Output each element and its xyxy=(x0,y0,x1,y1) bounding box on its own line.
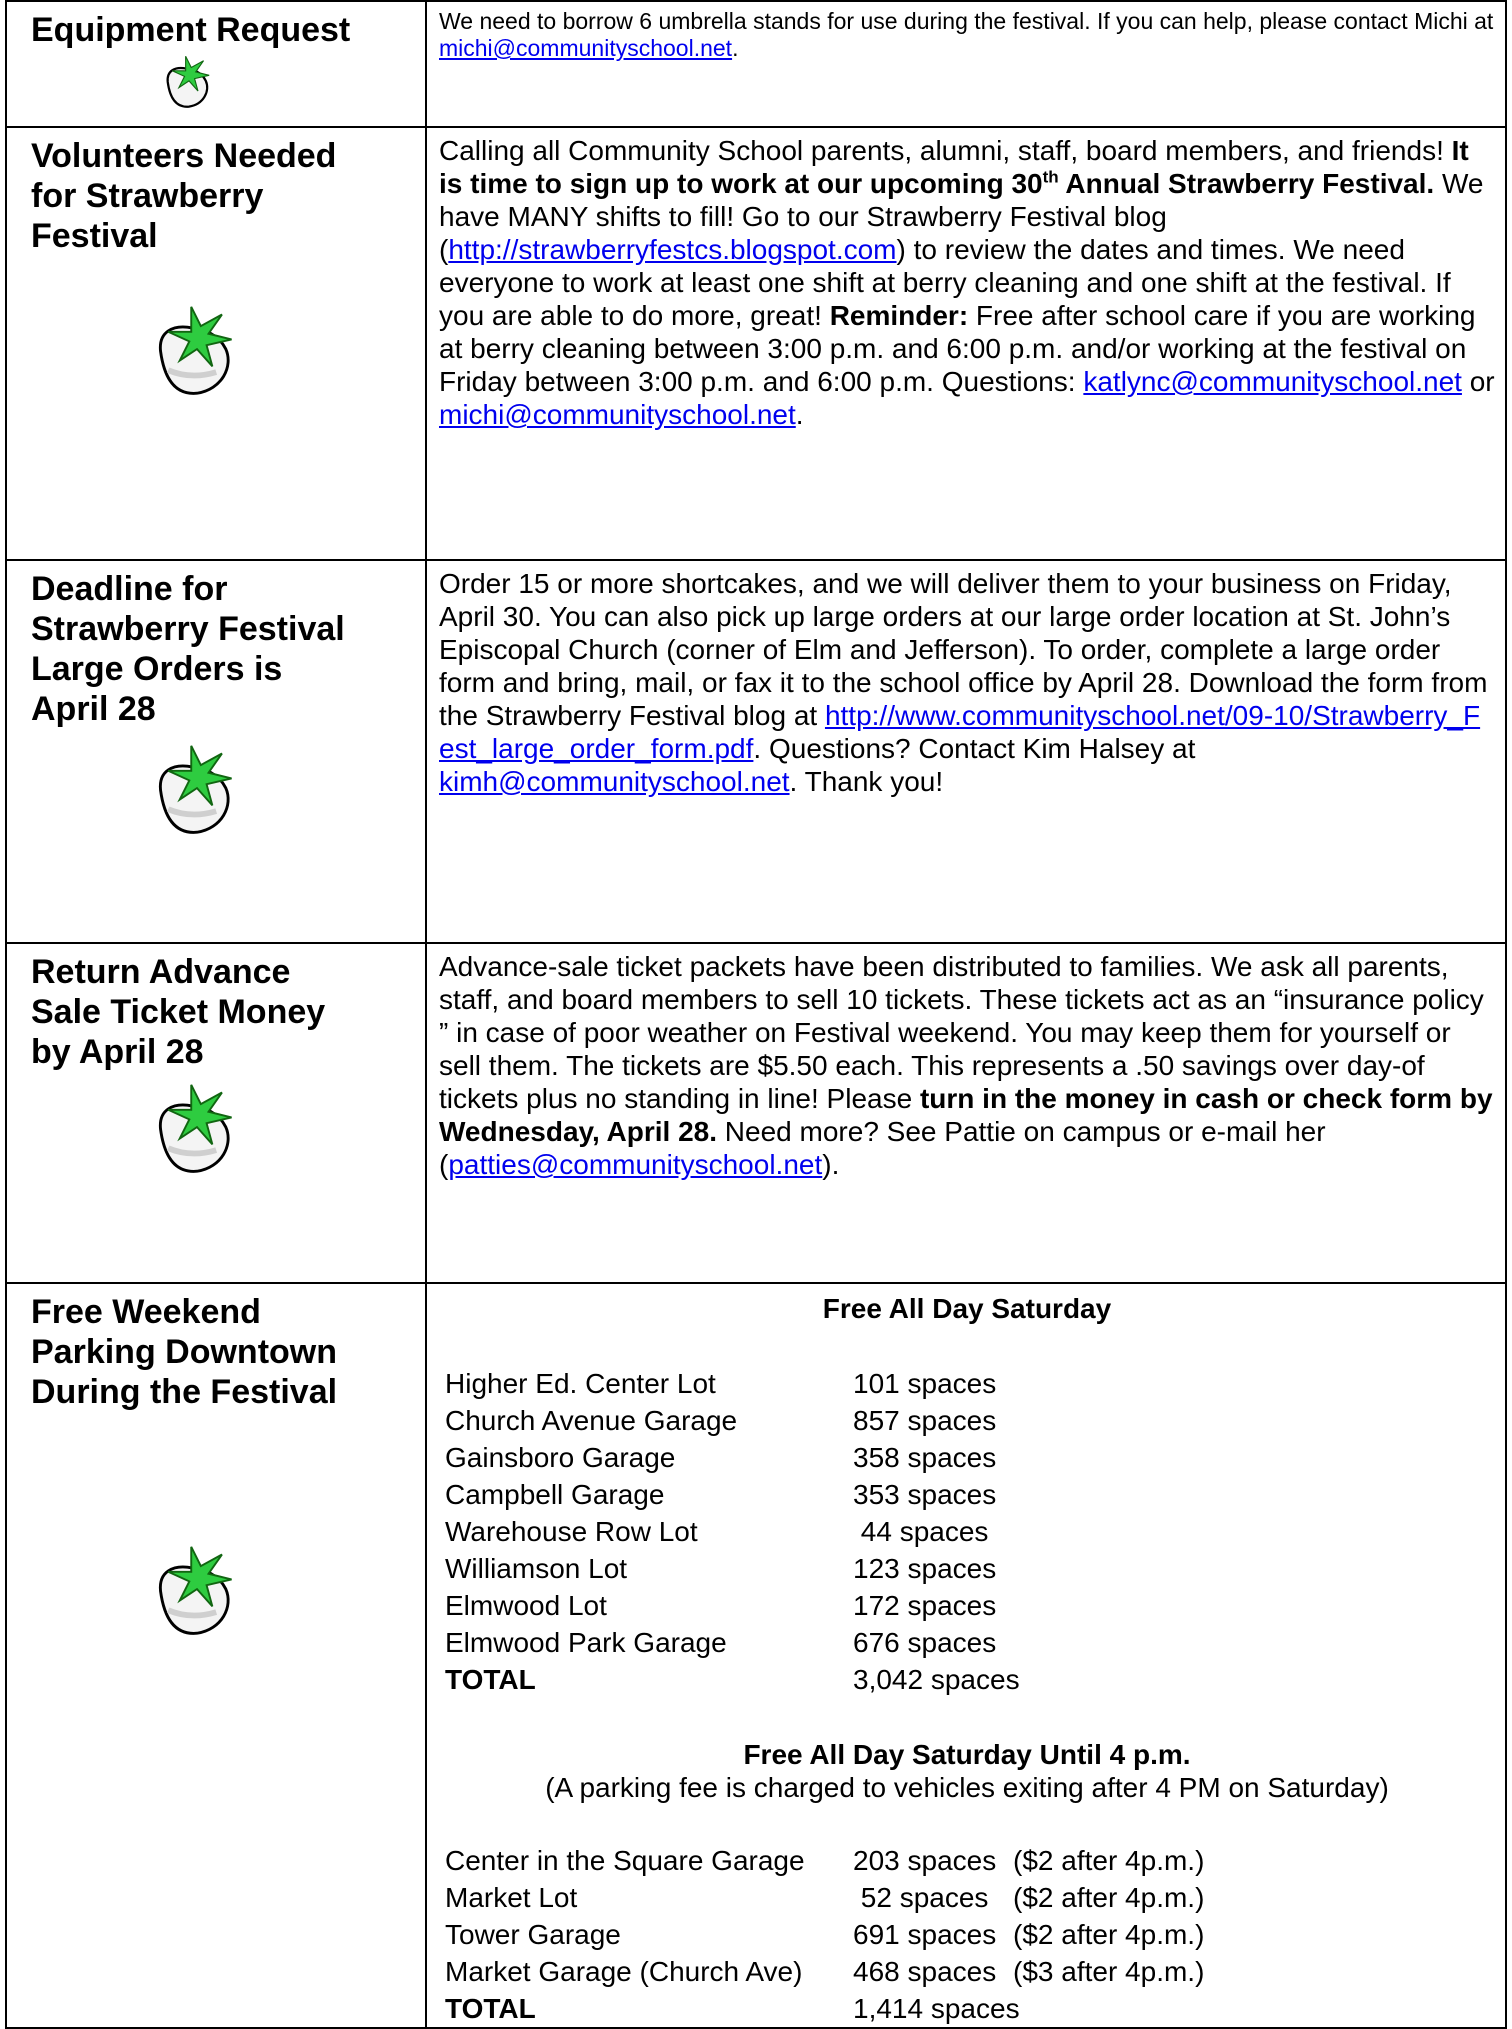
item-body-cell xyxy=(426,127,1506,560)
item-title: Free Weekend Parking Downtown During the Festival xyxy=(31,1293,338,1411)
parking-total-row: TOTAL 3,042 spaces xyxy=(445,1664,1020,1695)
parking-row: Elmwood Lot 172 spaces xyxy=(445,1590,997,1621)
item-title-cell xyxy=(6,127,426,560)
parking-row: Market Lot 52 spaces ($2 after 4p.m.) xyxy=(445,1882,1205,1913)
section-note: (A parking fee is charged to vehicles exiting after 4 PM on Saturday) xyxy=(545,1772,1389,1803)
email-link[interactable]: michi@communityschool.net xyxy=(439,399,796,430)
newsletter-table xyxy=(5,0,1507,2029)
parking-row: Gainsboro Garage 358 spaces xyxy=(445,1442,997,1473)
parking-row: Higher Ed. Center Lot 101 spaces xyxy=(445,1368,997,1399)
strawberry-icon xyxy=(149,1080,415,1183)
item-free-parking xyxy=(6,1283,1506,2028)
item-body-cell xyxy=(426,1283,1506,2028)
item-title: Volunteers Needed for Strawberry Festival xyxy=(31,137,337,255)
item-body-cell xyxy=(426,560,1506,943)
blog-link[interactable]: http://strawberryfestcs.blogspot.com xyxy=(448,234,897,265)
email-link[interactable]: kimh@communityschool.net xyxy=(439,766,790,797)
item-body: Calling all Community School parents, alumni, staff, board members, and friends! It is time to sign up to work at our upcoming 30th Annual Strawberry Festival. We have MANY shifts to fill! Go to our Strawberry Festival blog (http://strawberryfestcs.blogspot.com) to review the dates and times. We need everyone to work at least one shift at berry cleaning and one shift at the festival. If you are able to do more, great! Reminder: Free after school care if you are working at berry cleaning between 3:00 p.m. and 6:00 p.m. and/or working at the festival on Friday between 3:00 p.m. and 6:00 p.m. Questions: katlync@communityschool.net or michi@communityschool.net. xyxy=(439,135,1495,430)
strawberry-icon xyxy=(159,54,415,115)
parking-row: Church Avenue Garage 857 spaces xyxy=(445,1405,997,1436)
order-form-link[interactable]: http://www.communityschool.net/09-10/Strawberry_Fest_large_order_form.pdf xyxy=(439,700,1481,764)
strawberry-icon xyxy=(149,302,415,405)
parking-row: Market Garage (Church Ave) 468 spaces ($3 after 4p.m.) xyxy=(445,1956,1205,1987)
item-volunteers-needed xyxy=(6,127,1506,560)
item-title-cell xyxy=(6,1,426,127)
email-link[interactable]: patties@communityschool.net xyxy=(448,1149,823,1180)
parking-total-row: TOTAL 1,414 spaces xyxy=(445,1993,1020,2024)
item-title-cell xyxy=(6,943,426,1283)
item-advance-tickets xyxy=(6,943,1506,1283)
parking-row: Williamson Lot 123 spaces xyxy=(445,1553,997,1584)
item-large-orders xyxy=(6,560,1506,943)
item-title: Return Advance Sale Ticket Money by April 28 xyxy=(31,953,326,1071)
item-title-cell xyxy=(6,1283,426,2028)
section-heading: Free All Day Saturday xyxy=(822,1293,1112,1324)
parking-list-saturday xyxy=(445,1365,1495,1698)
item-body: Order 15 or more shortcakes, and we will deliver them to your business on Friday, April 30. You can also pick up large orders at our large order location at St. John’s Episcopal Church (corner of Elm and Jefferson). To order, complete a large order form and bring, mail, or fax it to the school office by April 28. Download the form from the Strawberry Festival blog at http://www.communityschool.net/09-10/Strawberry_Fest_large_order_form.pdf. Questions? Contact Kim Halsey at kimh@communityschool.net. Thank you! xyxy=(439,568,1488,797)
email-link[interactable]: michi@communityschool.net xyxy=(439,35,733,61)
parking-list-until4 xyxy=(445,1842,1495,2027)
parking-row: Warehouse Row Lot 44 spaces xyxy=(445,1516,989,1547)
item-body-cell xyxy=(426,943,1506,1283)
strawberry-icon xyxy=(149,741,415,844)
item-body-cell xyxy=(426,1,1506,127)
item-body: Advance-sale ticket packets have been distributed to families. We ask all parents, staff, and board members to sell 10 tickets. These tickets act as an “insurance policy ” in case of poor weather on Festival weekend. You may keep them for yourself or sell them. The tickets are $5.50 each. This represents a .50 savings over day-of tickets plus no standing in line! Please turn in the money in cash or check form by Wednesday, April 28. Need more? See Pattie on campus or e-mail her (patties@communityschool.net). xyxy=(439,951,1493,1180)
email-link[interactable]: katlync@communityschool.net xyxy=(1083,366,1462,397)
item-title: Equipment Request xyxy=(31,11,351,49)
parking-row: Campbell Garage 353 spaces xyxy=(445,1479,997,1510)
parking-row: Elmwood Park Garage 676 spaces xyxy=(445,1627,997,1658)
item-title-cell xyxy=(6,560,426,943)
parking-row: Center in the Square Garage 203 spaces ($2 after 4p.m.) xyxy=(445,1845,1205,1876)
section-heading: Free All Day Saturday Until 4 p.m. xyxy=(743,1739,1191,1770)
parking-row: Tower Garage 691 spaces ($2 after 4p.m.) xyxy=(445,1919,1205,1950)
item-equipment-request xyxy=(6,1,1506,127)
item-title: Deadline for Strawberry Festival Large Orders is April 28 xyxy=(31,570,345,728)
strawberry-icon xyxy=(149,1542,415,1645)
item-body: We need to borrow 6 umbrella stands for use during the festival. If you can help, please contact Michi at michi@communityschool.net. xyxy=(439,8,1494,61)
